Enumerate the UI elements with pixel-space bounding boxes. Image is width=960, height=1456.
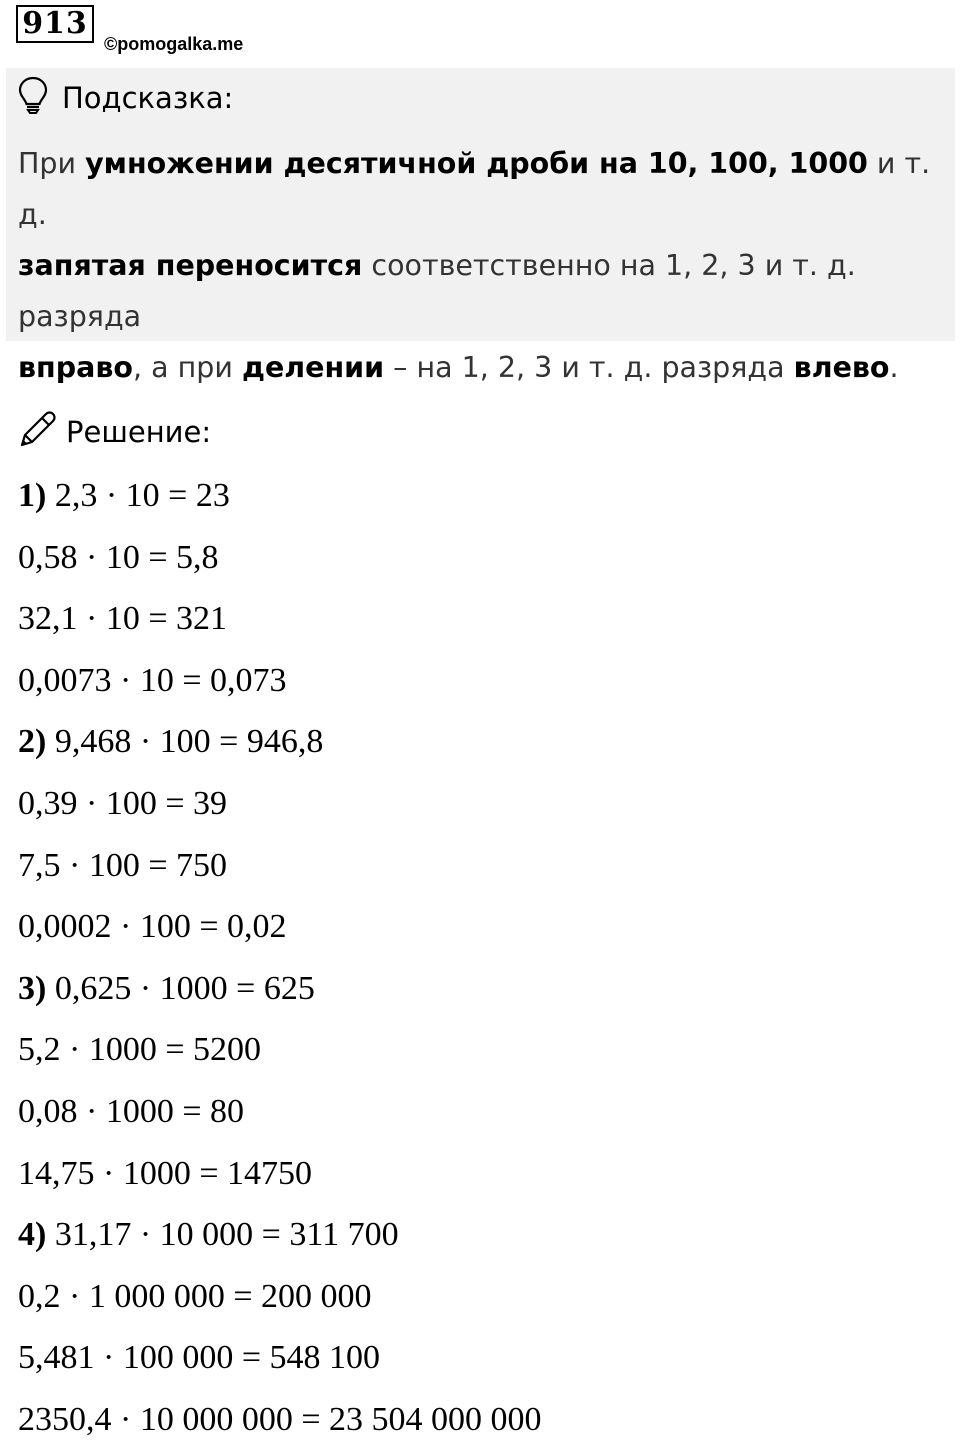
solution-line (18, 716, 542, 778)
solution-equation: 0,0002 · 100 = 0,02 (18, 908, 287, 946)
lightbulb-icon (18, 76, 48, 121)
solution-line (18, 901, 542, 963)
solution-equation: 5,481 · 100 000 = 548 100 (18, 1339, 380, 1377)
hint-title: Подсказка: (62, 81, 234, 115)
solution-line (18, 1086, 542, 1148)
solution-equation: 7,5 · 100 = 750 (18, 846, 227, 884)
solution-line (18, 1332, 542, 1394)
solution-line (18, 593, 542, 655)
solution-equation: 0,0073 · 10 = 0,073 (18, 661, 287, 699)
solution-heading (18, 410, 211, 454)
solution-title: Решение: (66, 415, 212, 449)
solution-line (18, 1209, 542, 1271)
solution-equation: 32,1 · 10 = 321 (18, 600, 227, 638)
solution-item-number: 2) (18, 723, 47, 761)
solution-equation: 0,39 · 100 = 39 (18, 784, 227, 822)
solution-equation: 2,3 · 10 = 23 (46, 477, 230, 514)
solution-item-number: 3) (18, 969, 47, 1007)
solution-item-number: 1) (18, 477, 47, 514)
pencil-icon (18, 409, 58, 456)
hint-bold-text: делении (241, 351, 385, 384)
solution-line (18, 778, 542, 840)
hint-text-segment: и т. д. (18, 147, 931, 231)
solution-line (18, 1271, 542, 1333)
solution-equation: 0,625 · 1000 = 625 (46, 969, 315, 1007)
solution-line (18, 840, 542, 902)
copyright-label: ©pomogalka.me (104, 34, 244, 54)
hint-text-segment: , а при (132, 351, 242, 384)
solution-line (18, 655, 542, 717)
hint-bold-text: вправо (18, 351, 133, 384)
solution-equation: 2350,4 · 10 000 000 = 23 504 000 000 (18, 1400, 542, 1438)
solution-equation: 31,17 · 10 000 = 311 700 (46, 1216, 399, 1254)
solution-line (18, 532, 542, 594)
solution-equation: 14,75 · 1000 = 14750 (18, 1154, 312, 1192)
solution-equation: 0,2 · 1 000 000 = 200 000 (18, 1277, 372, 1315)
solution-line (18, 470, 542, 532)
hint-text-segment: При (18, 147, 86, 180)
solution-equation: 0,58 · 10 = 5,8 (18, 538, 219, 576)
solution-line (18, 1148, 542, 1210)
hint-text-segment: соответственно на 1, 2, 3 и т. д. разряда (18, 249, 856, 333)
hint-bold-text: запятая переносится (18, 249, 363, 282)
solution-lines (18, 470, 542, 1456)
hint-text-segment: – на 1, 2, 3 и т. д. разряда (384, 351, 794, 384)
hint-text-segment: . (889, 351, 899, 384)
hint-bold-text: умножении десятичной дроби на 10, 100, 1000 (85, 147, 868, 180)
task-number: 913 (16, 5, 94, 43)
solution-equation: 5,2 · 1000 = 5200 (18, 1031, 261, 1069)
solution-item-number: 4) (18, 1216, 47, 1254)
hint-text (18, 138, 948, 393)
solution-equation: 9,468 · 100 = 946,8 (46, 723, 324, 761)
solution-equation: 0,08 · 1000 = 80 (18, 1092, 244, 1130)
solution-line (18, 963, 542, 1025)
solution-line (18, 1024, 542, 1086)
solution-line (18, 1394, 542, 1456)
hint-bold-text: влево (793, 351, 890, 384)
hint-heading (18, 78, 233, 118)
